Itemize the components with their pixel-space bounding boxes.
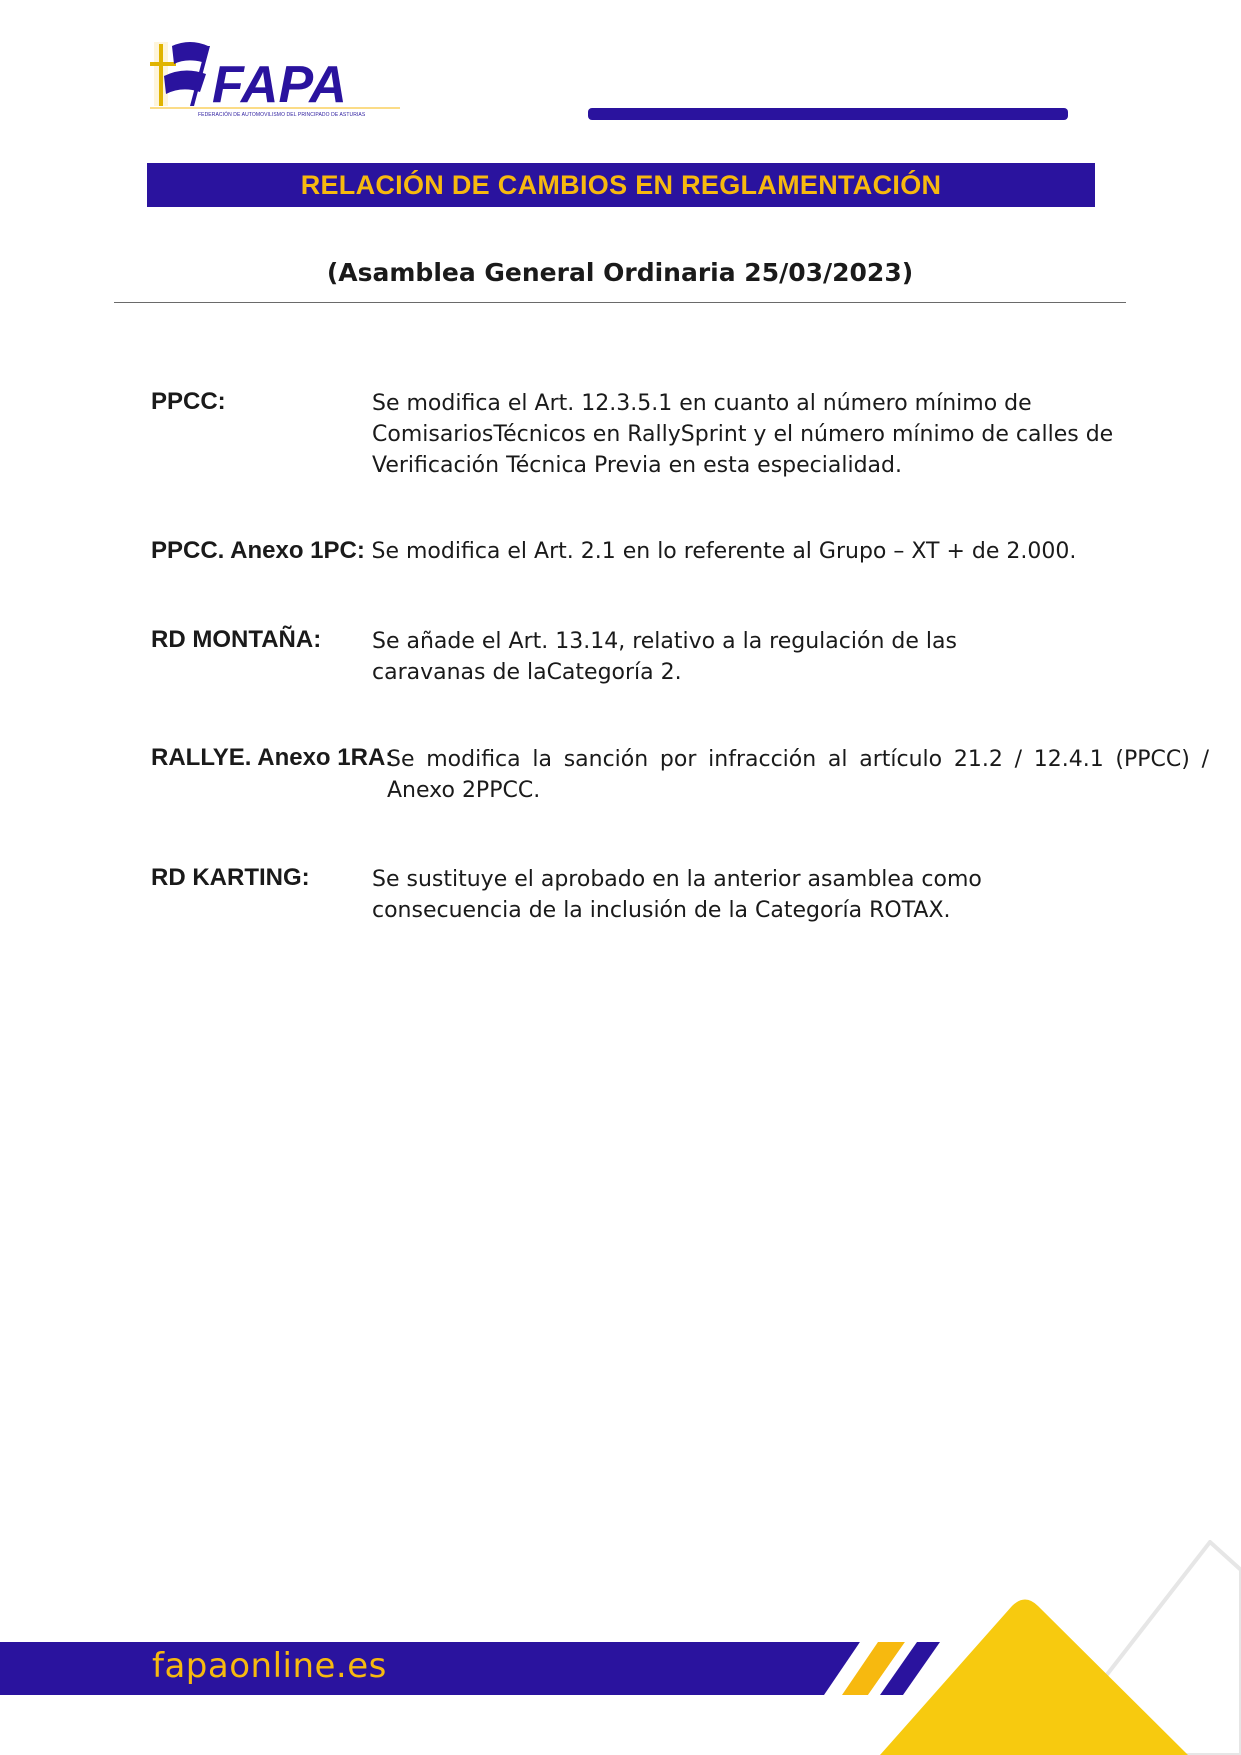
entry-text: Se modifica la sanción por infracción al artículo 21.2 / 12.4.1 (PPCC) / Anexo 2PPCC.: [387, 747, 1209, 803]
page-title: RELACIÓN DE CAMBIOS EN REGLAMENTACIÓN: [300, 169, 942, 200]
subtitle-divider: [114, 302, 1126, 303]
entry-label: RALLYE. Anexo 1RA:: [151, 744, 394, 771]
logo-caption: FEDERACIÓN DE AUTOMOVILISMO DEL PRINCIPADO DE ASTURIAS: [198, 112, 366, 118]
page-subtitle: (Asamblea General Ordinaria 25/03/2023): [326, 258, 914, 287]
title-banner: [147, 163, 1095, 207]
entry-label: RD MONTAÑA:: [151, 626, 322, 653]
footer-website[interactable]: fapaonline.es: [152, 1646, 387, 1686]
entry-label: [151, 537, 1076, 565]
logo-wordmark: FAPA: [212, 56, 347, 114]
header-accent-bar: [588, 108, 1068, 120]
entry-label: RD KARTING:: [151, 864, 310, 891]
entry-text: Se modifica el Art. 12.3.5.1 en cuanto al número mínimo de ComisariosTécnicos en RallySprint y el número mínimo de calles de Verificación Técnica Previa en esta especialidad.: [372, 391, 1114, 478]
entry-text: Se añade el Art. 13.14, relativo a la regulación de las caravanas de laCategoría 2.: [372, 629, 957, 685]
entry-text: Se modifica el Art. 2.1 en lo referente al Grupo – XT + de 2.000.: [371, 539, 1077, 564]
entry-text: Se sustituye el aprobado en la anterior asamblea como consecuencia de la inclusión de la Categoría ROTAX.: [372, 867, 982, 923]
fapa-logo: [150, 36, 400, 124]
entry-label-text: PPCC. Anexo 1PC:: [151, 537, 365, 564]
entry-label: PPCC:: [151, 388, 226, 415]
